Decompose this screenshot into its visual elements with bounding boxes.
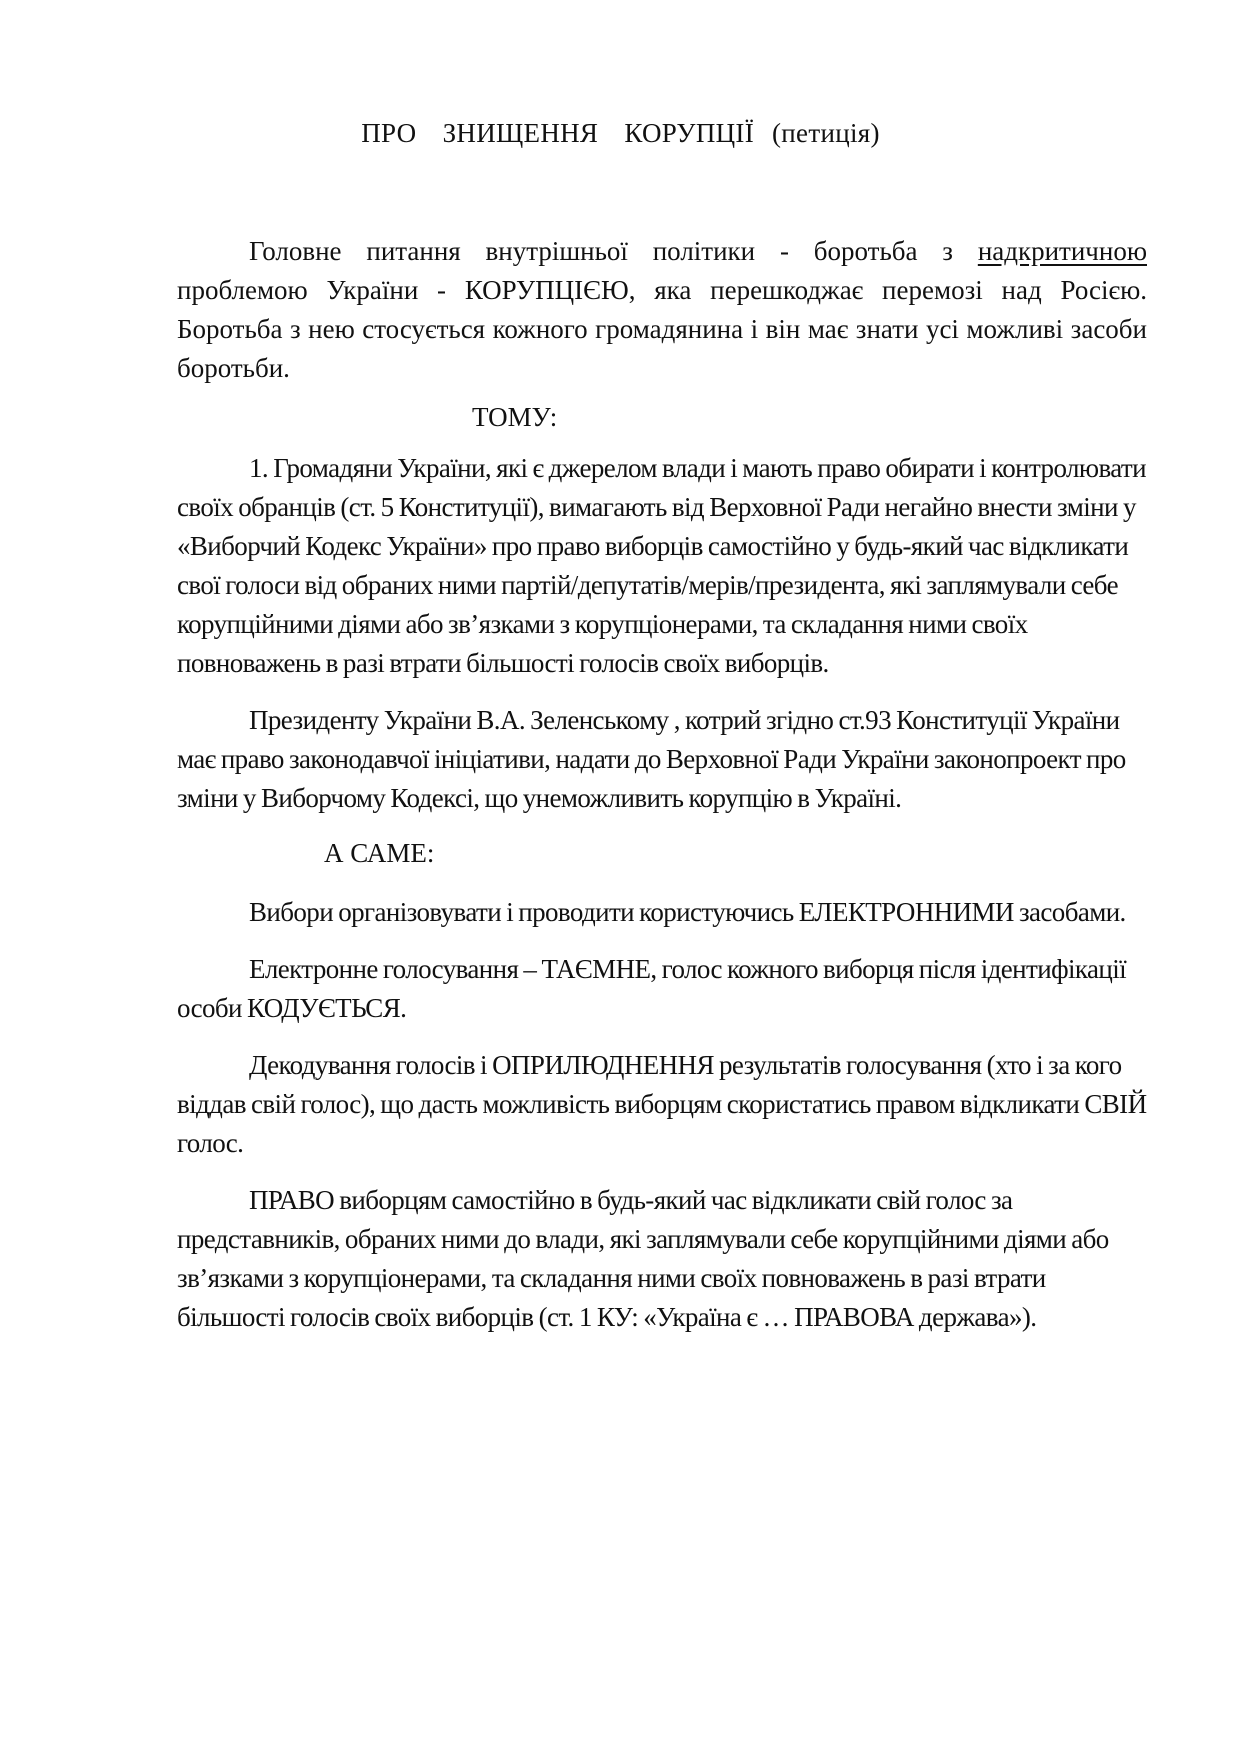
demand-item-1: 1. Громадяни України, які є джерелом влади і мають право обирати і контролювати своїх обранців (ст. 5 Конституції), вимагають від Верховної Ради негайно внести зміни у «Виборчий Кодекс України» про право виборців самостійно у будь-який час відкликати свої голоси від обраних ними партій/депутатів/мерів/президента, які заплямували себе корупційними діями або зв’язками з корупціонерами, та складання ними своїх повноважень в разі втрати більшості голосів своїх виборців.: [177, 453, 1146, 678]
voting-paragraph: Електронне голосування – ТАЄМНЕ, голос кожного виборця після ідентифікації особи КОДУЄТЬСЯ.: [177, 954, 1127, 1023]
president-paragraph: Президенту України В.А. Зеленському , котрий згідно ст.93 Конституції України має право законодавчої ініціативи, надати до Верховної Ради України законопроект про зміни у Виборчому Кодексі, що унеможливить корупцію в Україні.: [177, 705, 1126, 813]
decoding-paragraph: Декодування голосів і ОПРИЛЮДНЕННЯ результатів голосування (хто і за кого віддав свій голос), що дасть можливість виборцям скористатись правом відкликати СВІЙ голос.: [177, 1050, 1147, 1158]
intro-text-end: проблемою України - КОРУПЦІЄЮ, яка перешкоджає перемозі над Росією. Боротьба з нею стосується кожного громадянина і він має знати усі можливі засоби боротьби.: [177, 275, 1147, 383]
elections-paragraph: Вибори організовувати і проводити користуючись ЕЛЕКТРОННИМИ засобами.: [249, 897, 1126, 927]
title-sub: (петиція): [772, 118, 880, 148]
title-main: ПРО ЗНИЩЕННЯ КОРУПЦІЇ: [361, 118, 755, 148]
heading-a-same: А САМЕ:: [324, 838, 435, 868]
intro-paragraph: [177, 232, 1147, 388]
document-body: [177, 232, 1147, 1337]
right-paragraph: ПРАВО виборцям самостійно в будь-який час відкликати свій голос за представників, обраних ними до влади, які заплямували себе корупційними діями або зв’язками з корупціонерами, та складання ними своїх повноважень в разі втрати більшості голосів своїх виборців (ст. 1 КУ: «Україна є … ПРАВОВА держава»).: [177, 1185, 1109, 1332]
heading-tomu: ТОМУ:: [472, 402, 558, 432]
intro-text-start: Головне питання внутрішньої політики - боротьба з: [249, 236, 978, 266]
intro-underlined-word: надкритичною: [977, 236, 1147, 266]
document-title: [0, 118, 1241, 149]
